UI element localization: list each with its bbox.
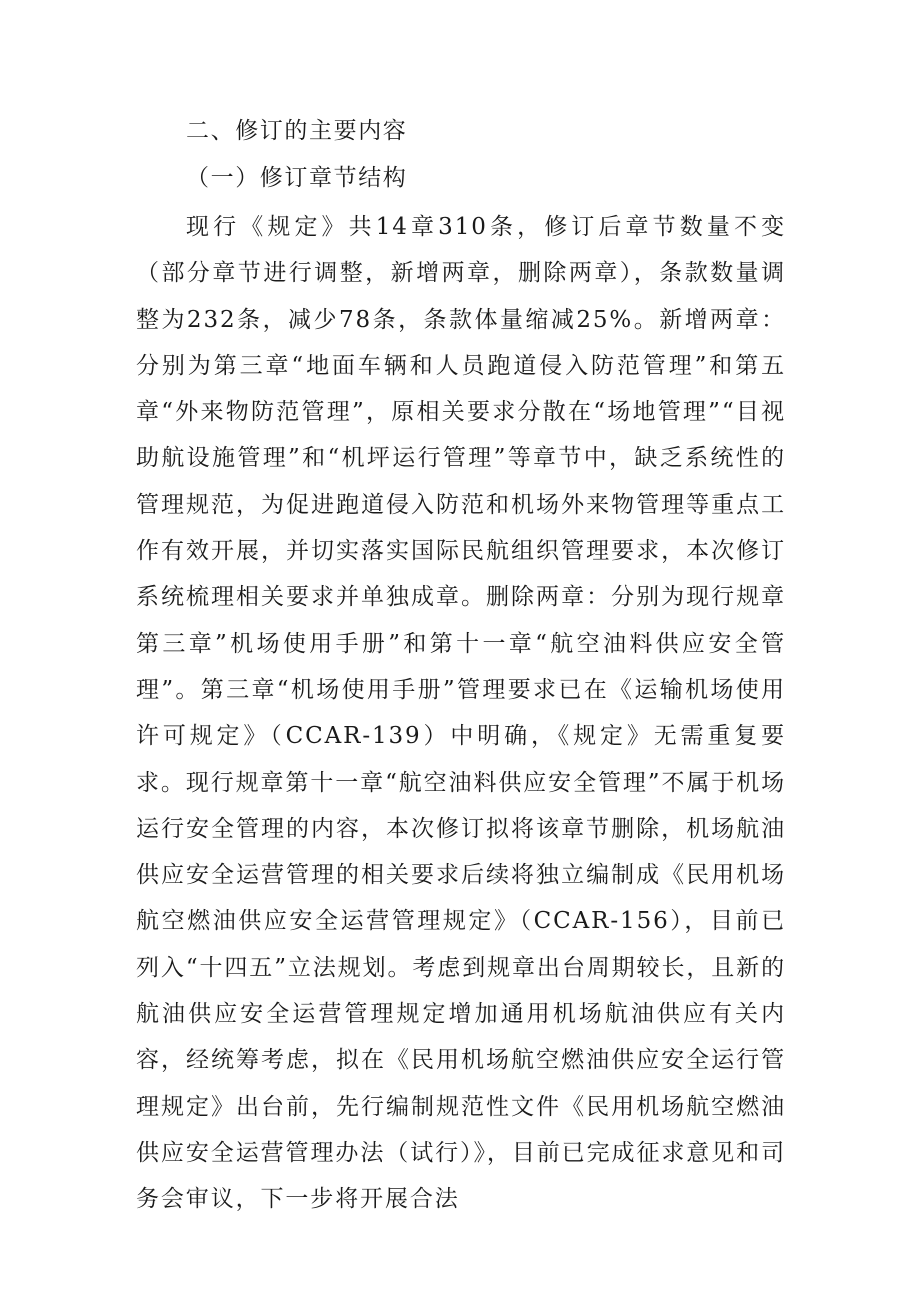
body-paragraph: 现行《规定》共14章310条，修订后章节数量不变（部分章节进行调整，新增两章，删除两章），条款数量调整为232条，减少78条，条款体量缩减25%。新增两章：分别为第三章“地面车辆和人员跑道侵入防范管理”和第五章“外来物防范管理”，原相关要求分散在“场地管理”“目视助航设施管理”和“机坪运行管理”等章节中，缺乏系统性的管理规范，为促进跑道侵入防范和机场外来物管理等重点工作有效开展，并切实落实国际民航组织管理要求，本次修订系统梳理相关要求并单独成章。删除两章：分别为现行规章第三章”机场使用手册”和第十一章“航空油料供应安全管理”。第三章“机场使用手册”管理要求已在《运输机场使用许可规定》（CCAR-139）中明确，《规定》无需重复要求。现行规章第十一章“航空油料供应安全管理”不属于机场运行安全管理的内容，本次修订拟将该章节删除，机场航油供应安全运营管理的相关要求后续将独立编制成《民用机场航空燃油供应安全运营管理规定》（CCAR-156），目前已列入“十四五”立法规划。考虑到规章出台周期较长，且新的航油供应安全运营管理规定增加通用机场航油供应有关内容，经统筹考虑，拟在《民用机场航空燃油供应安全运行管理规定》出台前，先行编制规范性文件《民用机场航空燃油供应安全运营管理办法（试行）》，目前已完成征求意见和司务会审议，下一步将开展合法 (136, 214, 786, 1213)
section-heading: 二、修订的主要内容 (186, 118, 408, 144)
subsection-heading: （一）修订章节结构 (186, 165, 408, 191)
